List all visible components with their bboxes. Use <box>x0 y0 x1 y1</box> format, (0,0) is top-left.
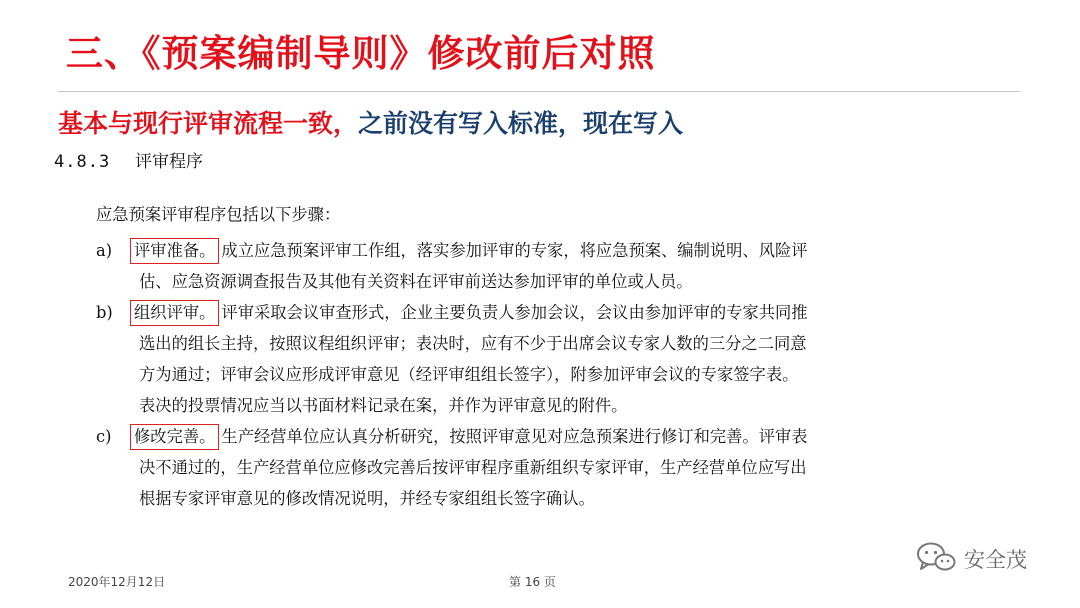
wechat-icon <box>916 540 956 578</box>
step-continuation: 表决的投票情况应当以书面材料记录在案，并作为评审意见的附件。 <box>139 396 628 415</box>
step-continuation: 方为通过；评审会议应形成评审意见（经评审组组长签字），附参加评审会议的专家签字表。 <box>139 365 799 384</box>
watermark <box>916 540 1027 578</box>
step-title-highlight: 评审准备。 <box>130 238 219 264</box>
step-title-highlight: 组织评审。 <box>130 300 219 326</box>
step-text: 评审采取会议审查形式，企业主要负责人参加会议，会议由参加评审的专家共同推 <box>221 303 808 322</box>
step-continuation: 选出的组长主持，按照议程组织评审；表决时，应有不少于出席会议专家人数的三分之二同意 <box>139 334 807 353</box>
section-heading <box>54 150 203 174</box>
step-continuation: 决不通过的，生产经营单位应修改完善后按评审程序重新组织专家评审，生产经营单位应写出 <box>139 458 807 477</box>
step-marker: a) <box>96 241 113 260</box>
title-divider <box>58 91 1020 92</box>
step-title-highlight: 修改完善。 <box>130 424 219 450</box>
footer-date: 2020年12月12日 <box>68 575 166 589</box>
step-text: 成立应急预案评审工作组，落实参加评审的专家，将应急预案、编制说明、风险评 <box>221 241 808 260</box>
step-first-line <box>96 297 1016 328</box>
subtitle-red-part: 基本与现行评审流程一致， <box>58 109 359 138</box>
step-continuation: 根据专家评审意见的修改情况说明，并经专家组组长签字确认。 <box>139 489 595 508</box>
slide-subtitle <box>58 104 683 144</box>
intro-paragraph: 应急预案评审程序包括以下步骤： <box>96 205 341 224</box>
page-number: 第 16 页 <box>509 575 556 589</box>
step-b <box>96 297 1016 421</box>
step-first-line <box>96 235 1016 266</box>
step-text: 生产经营单位应认真分析研究，按照评审意见对应急预案进行修订和完善。评审表 <box>221 427 808 446</box>
watermark-text: 安全茂 <box>964 548 1027 572</box>
section-number: 4.8.3 <box>54 152 111 172</box>
slide-title: 三、《预案编制导则》修改前后对照 <box>66 32 656 75</box>
step-marker: b) <box>96 303 113 322</box>
step-a <box>96 235 1016 297</box>
document-body <box>96 201 1016 514</box>
section-title: 评审程序 <box>135 152 203 172</box>
step-c <box>96 421 1016 514</box>
step-continuation: 估、应急资源调查报告及其他有关资料在评审前送达参加评审的单位或人员。 <box>139 272 693 291</box>
step-first-line <box>96 421 1016 452</box>
step-marker: c) <box>96 427 112 446</box>
subtitle-blue-part: 之前没有写入标准，现在写入 <box>358 109 684 138</box>
